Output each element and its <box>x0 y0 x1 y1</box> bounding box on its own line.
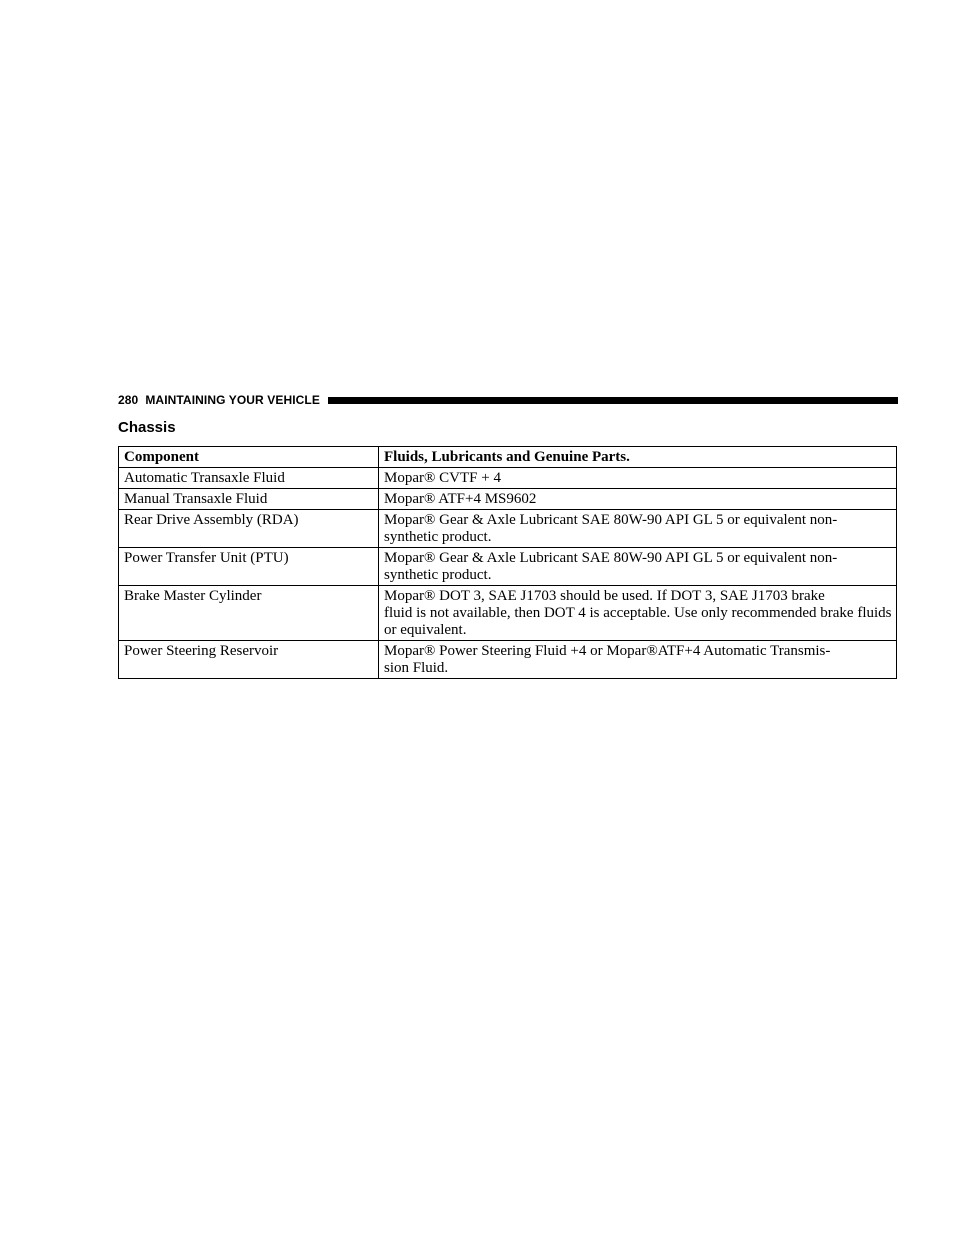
fluid-cell <box>379 586 897 641</box>
table-row <box>119 489 897 510</box>
chassis-fluids-table <box>118 446 897 679</box>
page-number: 280 <box>118 393 139 407</box>
fluid-cell <box>379 510 897 548</box>
fluid-cell <box>379 489 897 510</box>
table-row <box>119 641 897 679</box>
fluid-text: Mopar® Power Steering Fluid +4 or Mopar®ATF+4 Automatic Transmis- <box>384 643 831 659</box>
column-header-component: Component <box>119 447 379 468</box>
chassis-heading: Chassis <box>118 419 176 436</box>
fluid-text-continued: synthetic product. <box>384 529 492 545</box>
fluid-cell <box>379 548 897 586</box>
fluid-text: Mopar® DOT 3, SAE J1703 should be used. If DOT 3, SAE J1703 brake <box>384 588 825 604</box>
fluid-text: Mopar® ATF+4 MS9602 <box>384 491 537 507</box>
table-row <box>119 586 897 641</box>
component-cell: Power Steering Reservoir <box>119 641 379 679</box>
table-row <box>119 510 897 548</box>
column-header-fluids: Fluids, Lubricants and Genuine Parts. <box>379 447 897 468</box>
component-cell: Rear Drive Assembly (RDA) <box>119 510 379 548</box>
page-header <box>118 391 898 409</box>
fluid-text: Mopar® Gear & Axle Lubricant SAE 80W-90 API GL 5 or equivalent non- <box>384 512 838 528</box>
fluid-text: Mopar® CVTF + 4 <box>384 470 501 486</box>
fluid-cell <box>379 641 897 679</box>
table-row <box>119 548 897 586</box>
fluid-text: Mopar® Gear & Axle Lubricant SAE 80W-90 API GL 5 or equivalent non- <box>384 550 838 566</box>
section-title: MAINTAINING YOUR VEHICLE <box>145 393 320 407</box>
component-cell: Power Transfer Unit (PTU) <box>119 548 379 586</box>
table-header-row <box>119 447 897 468</box>
fluid-text-continued: sion Fluid. <box>384 660 449 676</box>
fluid-cell <box>379 468 897 489</box>
table-row <box>119 468 897 489</box>
component-cell: Automatic Transaxle Fluid <box>119 468 379 489</box>
component-cell: Brake Master Cylinder <box>119 586 379 641</box>
component-cell: Manual Transaxle Fluid <box>119 489 379 510</box>
header-rule <box>328 397 898 404</box>
fluid-text-continued: synthetic product. <box>384 567 492 583</box>
fluid-text-continued: fluid is not available, then DOT 4 is acceptable. Use only recommended brake fluids or equivalent. <box>384 605 892 638</box>
